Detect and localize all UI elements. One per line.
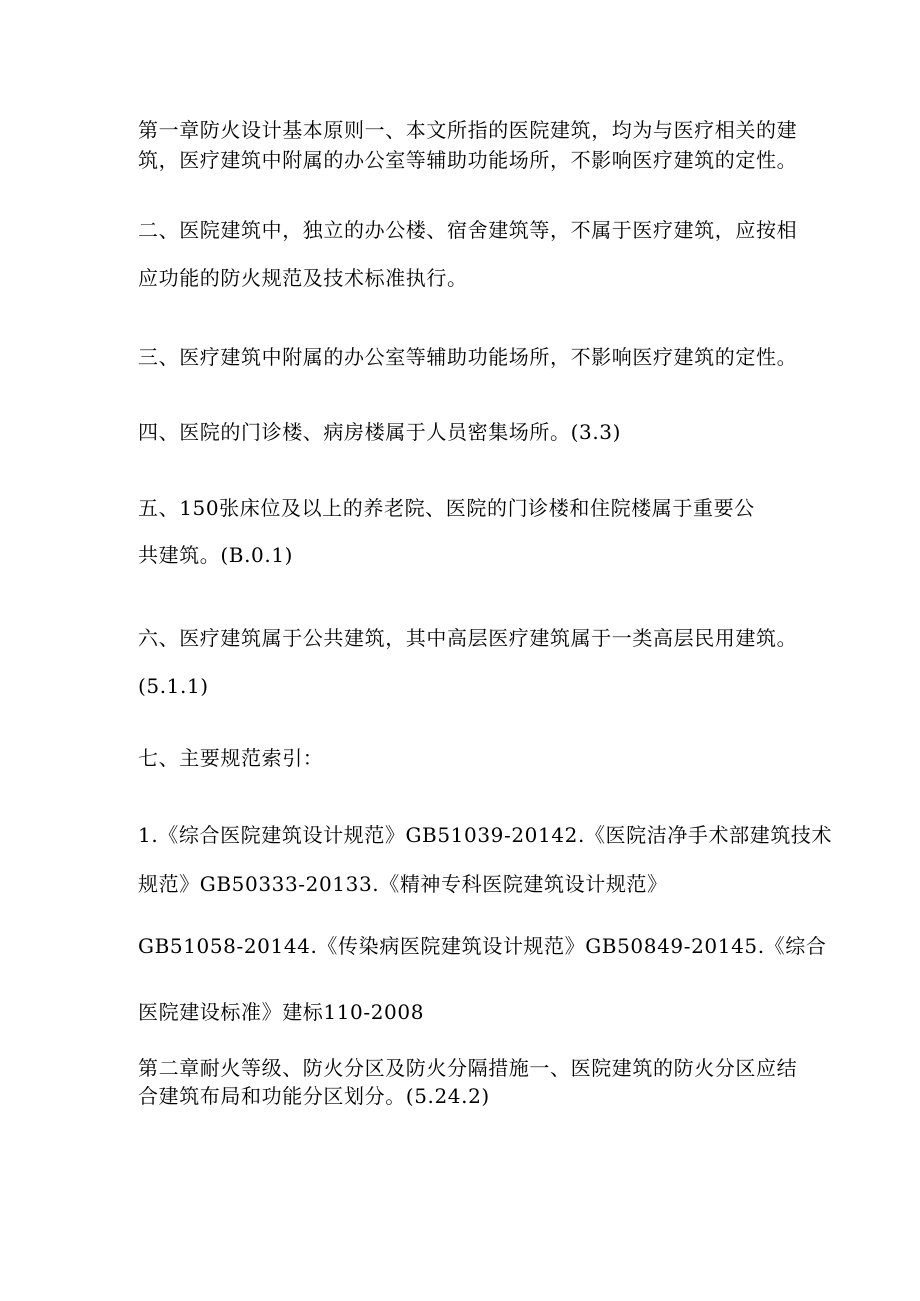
- chapter-1-heading-line-1: 第一章防火设计基本原则一、本文所指的医院建筑，均为与医疗相关的建: [138, 118, 798, 142]
- chapter-2-heading-line-2: 合建筑布局和功能分区划分。(5.24.2): [138, 1084, 490, 1108]
- item-3-line: 三、医疗建筑中附属的办公室等辅助功能场所，不影响医疗建筑的定性。: [138, 345, 798, 369]
- item-5-line-1: 五、150张床位及以上的养老院、医院的门诊楼和住院楼属于重要公: [138, 496, 755, 520]
- chapter-2-heading-line-1: 第二章耐火等级、防火分区及防火分隔措施一、医院建筑的防火分区应结: [138, 1056, 798, 1080]
- item-4-line: 四、医院的门诊楼、病房楼属于人员密集场所。(3.3): [138, 420, 622, 444]
- item-6-line-2: (5.1.1): [138, 674, 209, 698]
- item-7-heading: 七、主要规范索引：: [138, 746, 324, 770]
- chapter-1-heading-line-2: 筑，医疗建筑中附属的办公室等辅助功能场所，不影响医疗建筑的定性。: [138, 148, 798, 172]
- item-6-line-1: 六、医疗建筑属于公共建筑，其中高层医疗建筑属于一类高层民用建筑。: [138, 626, 798, 650]
- reference-list-line-4: 医院建设标准》建标110-2008: [138, 1000, 425, 1024]
- item-2-line-2: 应功能的防火规范及技术标准执行。: [138, 266, 468, 290]
- reference-list-line-2: 规范》GB50333-20133.《精神专科医院建筑设计规范》: [138, 872, 668, 896]
- reference-list-line-3: GB51058-20144.《传染病医院建筑设计规范》GB50849-20145.《综合: [138, 934, 827, 958]
- item-5-line-2: 共建筑。(B.0.1): [138, 543, 294, 567]
- item-2-line-1: 二、医院建筑中，独立的办公楼、宿舍建筑等，不属于医疗建筑，应按相: [138, 218, 798, 242]
- reference-list-line-1: 1.《综合医院建筑设计规范》GB51039-20142.《医院洁净手术部建筑技术: [138, 823, 833, 847]
